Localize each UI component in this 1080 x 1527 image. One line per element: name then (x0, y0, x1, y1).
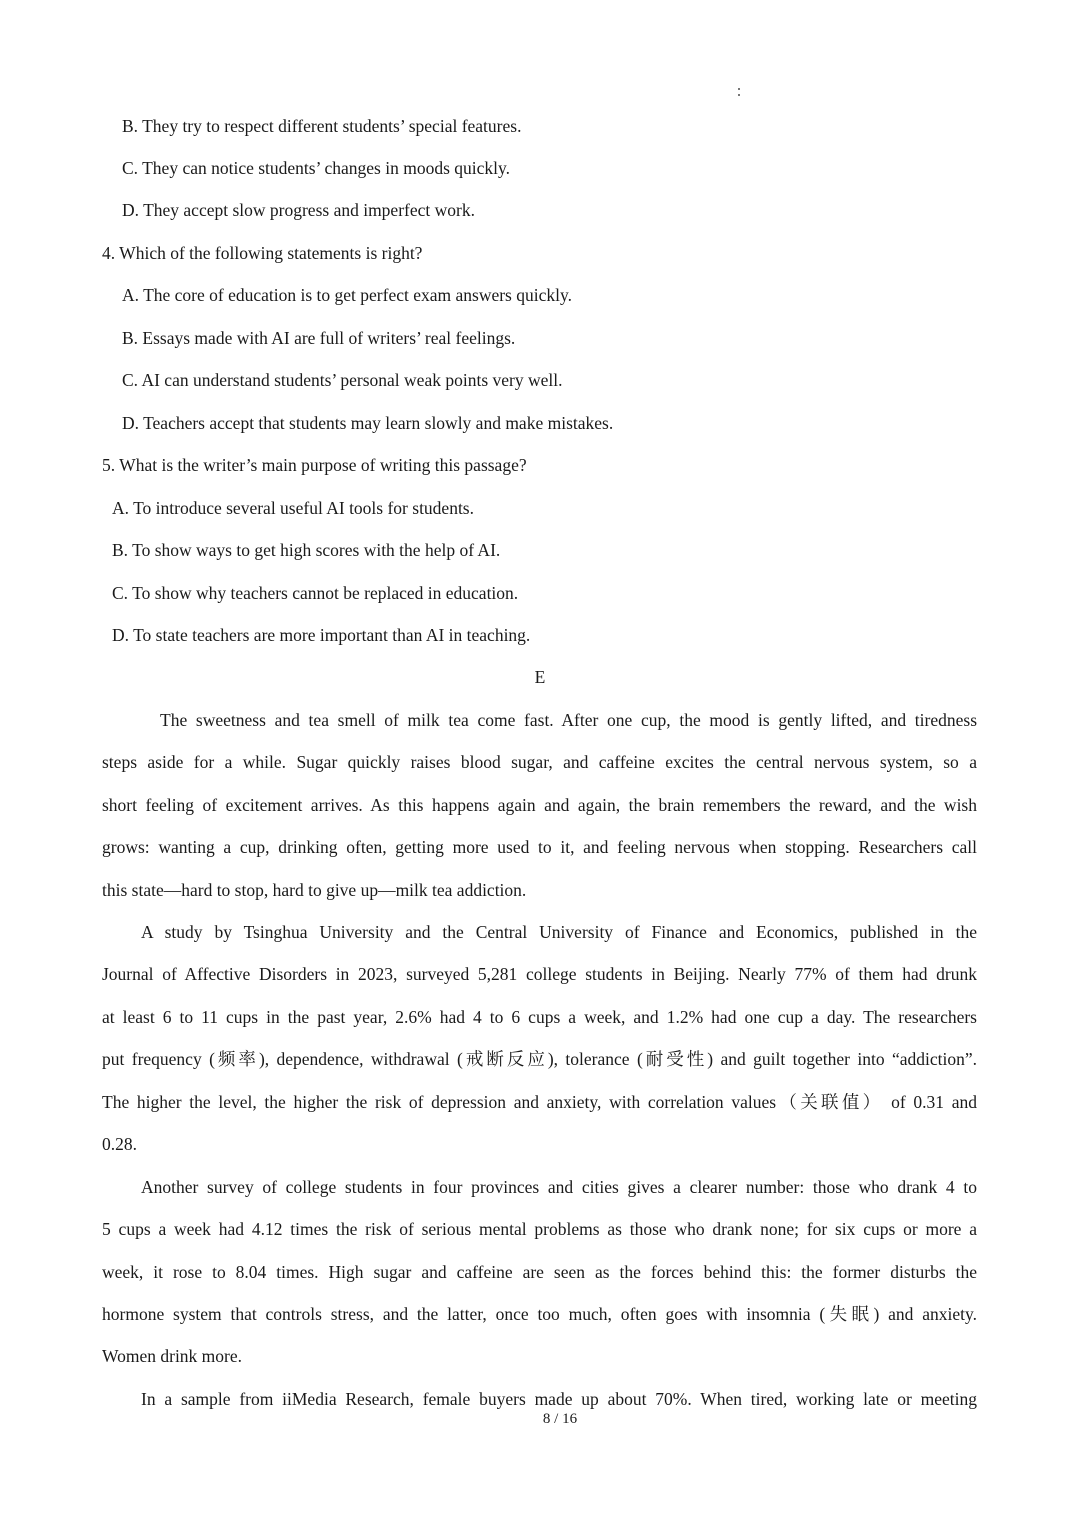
q3-option-b: B. They try to respect different students’ special features. (122, 116, 522, 136)
q5-option-c: C. To show why teachers cannot be replaced in education. (112, 583, 519, 603)
paragraph-1-line-1: The sweetness and tea smell of milk tea come fast. After one cup, the mood is gently lifted, and tiredness (160, 710, 977, 730)
q4-option-b: B. Essays made with AI are full of writers’ real feelings. (122, 328, 516, 348)
paragraph-3-line-4: hormone system that controls stress, and the latter, once too much, often goes with insomnia (失眠) and anxiety. (102, 1304, 977, 1324)
page-number: 8 / 16 (542, 1411, 578, 1427)
paragraph-3-line-1: Another survey of college students in four provinces and cities gives a clearer number: those who drank 4 to (141, 1177, 977, 1197)
paragraph-4-line-1: In a sample from iiMedia Research, female buyers made up about 70%. When tired, working late or meeting (141, 1389, 977, 1409)
q5-option-b: B. To show ways to get high scores with the help of AI. (112, 540, 501, 560)
paragraph-3-line-3: week, it rose to 8.04 times. High sugar and caffeine are seen as the forces behind this: the former disturbs the (102, 1262, 977, 1282)
paragraph-2-line-6: 0.28. (102, 1134, 137, 1154)
q4-question: 4. Which of the following statements is right? (102, 243, 423, 263)
paragraph-1-line-2: steps aside for a while. Sugar quickly raises blood sugar, and caffeine excites the central nervous system, so a (102, 752, 977, 772)
paragraph-2-line-5: The higher the level, the higher the risk of depression and anxiety, with correlation values（关联值） of 0.31 and (102, 1092, 977, 1112)
paragraph-3-line-2: 5 cups a week had 4.12 times the risk of serious mental problems as those who drank none; for six cups or more a (102, 1219, 977, 1239)
q4-option-d: D. Teachers accept that students may learn slowly and make mistakes. (122, 413, 614, 433)
q3-option-d: D. They accept slow progress and imperfect work. (122, 200, 475, 220)
q5-option-a: A. To introduce several useful AI tools for students. (112, 498, 474, 518)
paragraph-2-line-2: Journal of Affective Disorders in 2023, surveyed 5,281 college students in Beijing. Nearly 77% of them had drunk (102, 964, 977, 984)
q4-option-a: A. The core of education is to get perfect exam answers quickly. (122, 285, 572, 305)
paragraph-1-line-3: short feeling of excitement arrives. As this happens again and again, the brain remembers the reward, and the wish (102, 795, 977, 815)
paragraph-2-line-3: at least 6 to 11 cups in the past year, 2.6% had 4 to 6 cups a week, and 1.2% had one cup a day. The researchers (102, 1007, 977, 1027)
paragraph-2-line-1: A study by Tsinghua University and the Central University of Finance and Economics, published in the (141, 922, 977, 942)
paragraph-1-line-5: this state—hard to stop, hard to give up—milk tea addiction. (102, 880, 527, 900)
q5-option-d: D. To state teachers are more important than AI in teaching. (112, 625, 531, 645)
q3-option-c: C. They can notice students’ changes in moods quickly. (122, 158, 510, 178)
q4-option-c: C. AI can understand students’ personal weak points very well. (122, 370, 563, 390)
scan-speck (738, 88, 740, 90)
paragraph-2-line-4: put frequency (频率), dependence, withdrawal (戒断反应), tolerance (耐受性) and guilt together into “addiction”. (102, 1049, 977, 1069)
q5-question: 5. What is the writer’s main purpose of writing this passage? (102, 455, 527, 475)
section-heading: E (534, 667, 546, 687)
paragraph-1-line-4: grows: wanting a cup, drinking often, getting more used to it, and feeling nervous when stopping. Researchers call (102, 837, 977, 857)
paragraph-3-line-5: Women drink more. (102, 1346, 243, 1366)
